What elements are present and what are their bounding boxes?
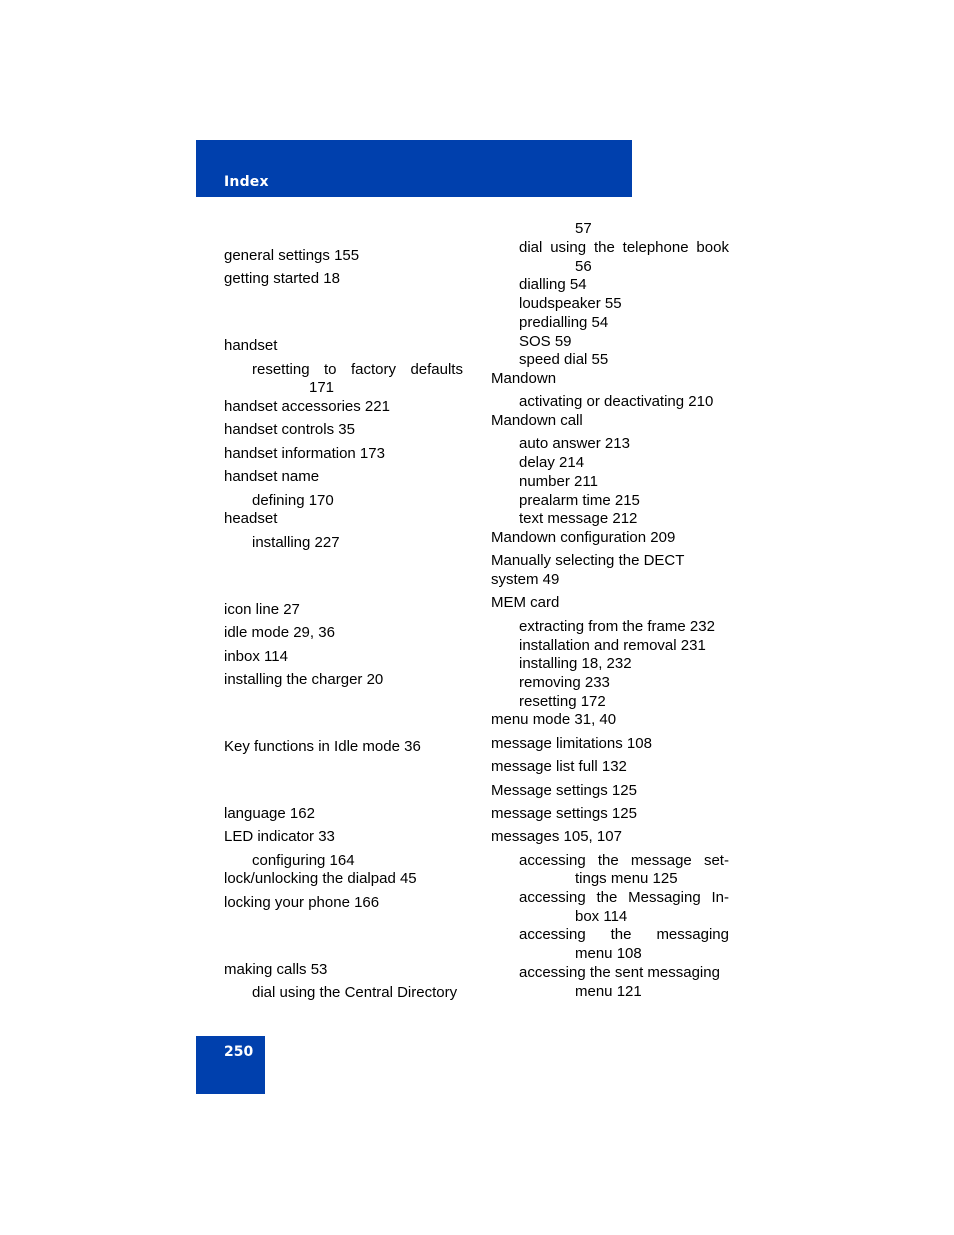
- index-entry: handset: [224, 337, 278, 354]
- index-subentry: resetting 172: [519, 693, 606, 710]
- word: accessing: [519, 889, 586, 906]
- index-entry: inbox 114: [224, 648, 288, 665]
- word: the: [593, 239, 615, 256]
- page-reference: 56: [575, 258, 592, 275]
- word: to: [324, 361, 337, 378]
- index-entry: handset accessories 221: [224, 398, 390, 415]
- index-subentry: SOS 59: [519, 333, 572, 350]
- word: telephone: [622, 239, 689, 256]
- word: In-: [711, 889, 729, 906]
- index-entry: messages 105, 107: [491, 828, 622, 845]
- page-number: 250: [224, 1044, 254, 1060]
- word: message: [630, 852, 692, 869]
- index-entry: Message settings 125: [491, 782, 637, 799]
- index-subentry: [519, 926, 729, 944]
- index-entry: Manually selecting the DECT: [491, 552, 685, 569]
- index-entry: locking your phone 166: [224, 894, 380, 911]
- index-entry: idle mode 29, 36: [224, 624, 335, 641]
- index-entry: Mandown: [491, 370, 557, 387]
- index-entry: icon line 27: [224, 601, 300, 618]
- index-subentry-continuation: tings menu 125: [575, 870, 678, 887]
- word: dial: [519, 239, 543, 256]
- index-entry: handset controls 35: [224, 421, 355, 438]
- index-subentry: removing 233: [519, 674, 610, 691]
- index-entry: menu mode 31, 40: [491, 711, 617, 728]
- index-subentry: accessing the sent messaging: [519, 964, 720, 981]
- index-subentry: activating or deactivating 210: [519, 393, 714, 410]
- index-entry: general settings 155: [224, 247, 360, 264]
- index-subentry: installing 227: [252, 534, 340, 551]
- index-subentry: delay 214: [519, 454, 585, 471]
- index-subentry: extracting from the frame 232: [519, 618, 715, 635]
- index-subentry: prealarm time 215: [519, 492, 640, 509]
- index-entry: message settings 125: [491, 805, 637, 822]
- word: accessing: [519, 926, 586, 943]
- index-entry: Mandown call: [491, 412, 583, 429]
- word: accessing: [519, 852, 586, 869]
- word: messaging: [656, 926, 729, 943]
- word: set-: [703, 852, 729, 869]
- index-subentry: loudspeaker 55: [519, 295, 622, 312]
- index-entry: message limitations 108: [491, 735, 652, 752]
- word: book: [696, 239, 729, 256]
- index-subentry: dialling 54: [519, 276, 587, 293]
- page-title: Index: [224, 174, 269, 190]
- word: the: [596, 889, 618, 906]
- index-entry: handset information 173: [224, 445, 385, 462]
- index-entry: lock/unlocking the dialpad 45: [224, 870, 417, 887]
- page-reference: 57: [575, 220, 592, 237]
- index-entry: Key functions in Idle mode 36: [224, 738, 421, 755]
- word: factory: [350, 361, 396, 378]
- index-subentry: [519, 239, 729, 257]
- index-subentry: number 211: [519, 473, 598, 490]
- index-entry: LED indicator 33: [224, 828, 335, 845]
- index-entry: installing the charger 20: [224, 671, 384, 688]
- word: Messaging: [628, 889, 701, 906]
- index-entry: Mandown configuration 209: [491, 529, 676, 546]
- index-entry: system 49: [491, 571, 560, 588]
- word: the: [610, 926, 632, 943]
- word: defaults: [410, 361, 463, 378]
- index-subentry: speed dial 55: [519, 351, 609, 368]
- word: using: [550, 239, 587, 256]
- index-entry: making calls 53: [224, 961, 328, 978]
- index-subentry: installing 18, 232: [519, 655, 632, 672]
- index-subentry-continuation: box 114: [575, 908, 628, 925]
- index-entry: getting started 18: [224, 270, 340, 287]
- index-subentry: text message 212: [519, 510, 638, 527]
- index-entry: handset name: [224, 468, 320, 485]
- word: resetting: [252, 361, 310, 378]
- page-reference: 171: [309, 379, 335, 396]
- index-subentry: [519, 852, 729, 870]
- index-subentry-continuation: menu 108: [575, 945, 642, 962]
- index-entry: headset: [224, 510, 278, 527]
- index-subentry-continuation: menu 121: [575, 983, 642, 1000]
- index-subentry: defining 170: [252, 492, 334, 509]
- index-subentry: predialling 54: [519, 314, 609, 331]
- index-subentry: auto answer 213: [519, 435, 630, 452]
- index-subentry: installation and removal 231: [519, 637, 706, 654]
- word: the: [597, 852, 619, 869]
- header-bar: [196, 140, 632, 197]
- index-entry: MEM card: [491, 594, 560, 611]
- page-number-box: [196, 1036, 265, 1094]
- index-entry: language 162: [224, 805, 315, 822]
- index-subentry: [519, 889, 729, 907]
- index-subentry: configuring 164: [252, 852, 355, 869]
- index-subentry: [252, 361, 463, 379]
- index-entry: message list full 132: [491, 758, 627, 775]
- index-subentry: dial using the Central Directory: [252, 984, 458, 1001]
